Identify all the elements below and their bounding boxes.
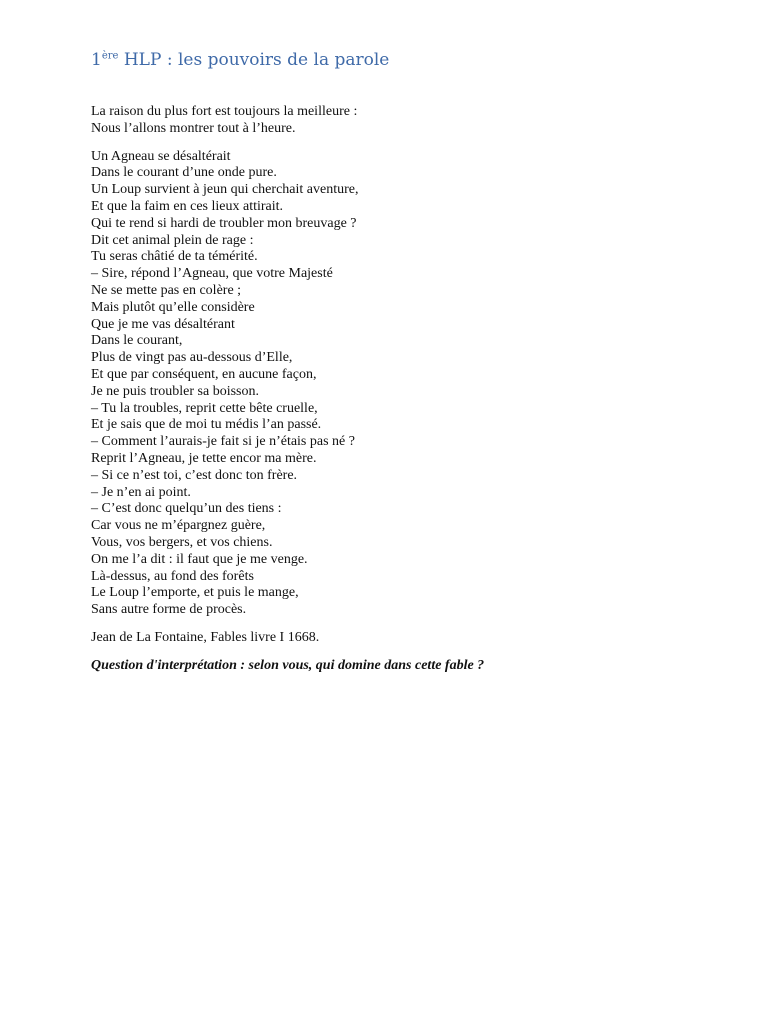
title-prefix: 1 [91,50,102,70]
verse-line: Qui te rend si hardi de troubler mon breuvage ? [91,215,357,231]
verse-line: Que je me vas désaltérant [91,316,235,332]
verse-line: Reprit l’Agneau, je tette encor ma mère. [91,450,317,466]
document-page [91,47,711,675]
verse-line: Dans le courant, [91,333,183,349]
verse-line: – Je n’en ai point. [91,484,191,500]
verse-line: – Sire, répond l’Agneau, que votre Majesté [91,266,333,282]
verse-line: Sans autre forme de procès. [91,602,247,618]
fable-stanza [91,149,711,619]
attribution: Jean de La Fontaine, Fables livre I 1668. [91,629,320,645]
page-title [91,47,711,73]
verse-line: Car vous ne m’épargnez guère, [91,518,266,534]
verse-line: Ne se mette pas en colère ; [91,282,242,298]
verse-line: On me l’a dit : il faut que je me venge. [91,551,308,567]
verse-line: Dit cet animal plein de rage : [91,232,254,248]
verse-line: Nous l’allons montrer tout à l’heure. [91,120,296,136]
verse-line: Le Loup l’emporte, et puis le mange, [91,585,299,601]
verse-line: Et que par conséquent, en aucune façon, [91,366,317,382]
verse-line: – C’est donc quelqu’un des tiens : [91,501,282,517]
verse-line: – Tu la troubles, reprit cette bête cruelle, [91,400,318,416]
verse-line: – Si ce n’est toi, c’est donc ton frère. [91,467,298,483]
verse-line: Un Loup survient à jeun qui cherchait aventure, [91,182,359,198]
verse-line: Là-dessus, au fond des forêts [91,568,254,584]
verse-line: Un Agneau se désaltérait [91,148,231,164]
verse-line: Dans le courant d’une onde pure. [91,165,277,181]
verse-line: Et je sais que de moi tu médis l’an passé. [91,417,322,433]
title-rest: HLP : les pouvoirs de la parole [118,50,390,70]
verse-line: Je ne puis troubler sa boisson. [91,383,259,399]
verse-line: Plus de vingt pas au-dessous d’Elle, [91,350,293,366]
verse-line: Mais plutôt qu’elle considère [91,299,255,315]
verse-line: Vous, vos bergers, et vos chiens. [91,534,273,550]
interpretation-question: Question d'interprétation : selon vous, qui domine dans cette fable ? [91,657,485,673]
verse-line: Et que la faim en ces lieux attirait. [91,198,284,214]
verse-line: Tu seras châtié de ta témérité. [91,249,258,265]
title-superscript: ère [101,50,119,62]
verse-line: La raison du plus fort est toujours la meilleure : [91,104,358,119]
verse-line: – Comment l’aurais-je fait si je n’étais pas né ? [91,434,355,450]
intro-stanza [91,104,711,138]
